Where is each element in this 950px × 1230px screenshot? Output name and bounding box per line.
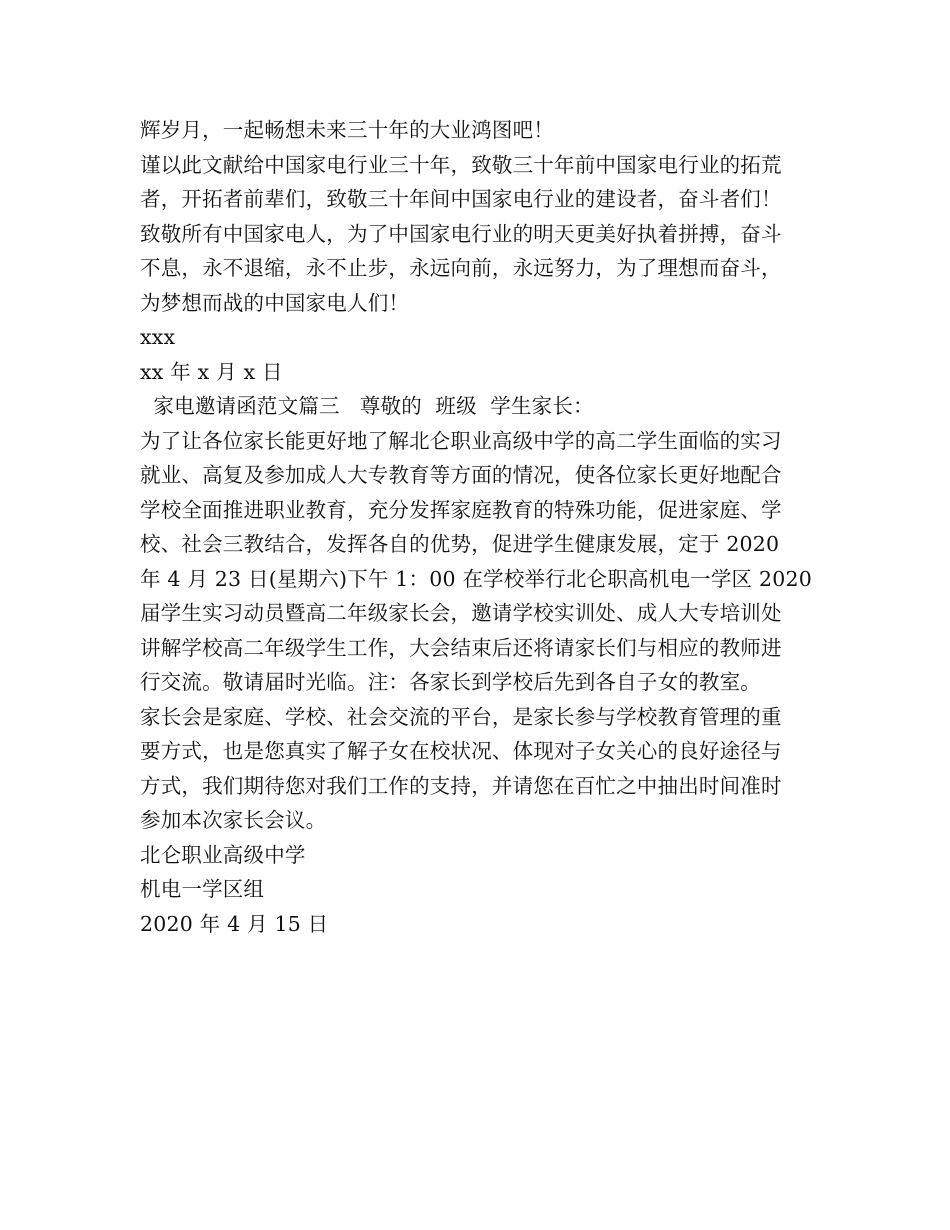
- text-line: 就业、高复及参加成人大专教育等方面的情况，使各位家长更好地配合: [140, 463, 782, 487]
- text-line: 行交流。敬请届时光临。注：各家长到学校后先到各自子女的教室。: [140, 670, 761, 694]
- section-heading: 家电邀请函范文篇三 尊敬的 班级 学生家长：: [140, 394, 594, 418]
- document-body: [140, 113, 812, 941]
- text-line: 要方式，也是您真实了解子女在校状况、体现对子女关心的良好途径与: [140, 739, 782, 763]
- author-line: xxx: [140, 325, 176, 349]
- text-line: 者，开拓者前辈们，致敬三十年间中国家电行业的建设者，奋斗者们！: [140, 187, 782, 211]
- text-line: 谨以此文献给中国家电行业三十年，致敬三十年前中国家电行业的拓荒: [140, 152, 782, 177]
- text-line: 方式，我们期待您对我们工作的支持，并请您在百忙之中抽出时间准时: [140, 773, 782, 798]
- signature-department: 机电一学区组: [140, 877, 265, 901]
- text-line: 家长会是家庭、学校、社会交流的平台，是家长参与学校教育管理的重: [140, 704, 782, 729]
- text-line: 参加本次家长会议。: [140, 808, 327, 832]
- signature-date: 2020 年 4 月 15 日: [140, 911, 329, 936]
- text-line: 年 4 月 23 日(星期六)下午 1：00 在学校举行北仑职高机电一学区 2020: [140, 566, 812, 591]
- text-line: 讲解学校高二年级学生工作，大会结束后还将请家长们与相应的教师进: [140, 635, 782, 660]
- text-line: 学校全面推进职业教育，充分发挥家庭教育的特殊功能，促进家庭、学: [140, 497, 782, 522]
- text-line: 辉岁月，一起畅想未来三十年的大业鸿图吧！: [140, 118, 554, 142]
- text-line: 为了让各位家长能更好地了解北仑职业高级中学的高二学生面临的实习: [140, 428, 782, 453]
- date-line: xx 年 x 月 x 日: [140, 359, 283, 384]
- text-line: 致敬所有中国家电人，为了中国家电行业的明天更美好执着拼搏，奋斗: [140, 221, 782, 246]
- text-line: 校、社会三教结合，发挥各自的优势，促进学生健康发展，定于 2020: [140, 532, 780, 556]
- text-line: 为梦想而战的中国家电人们！: [140, 290, 410, 315]
- text-line: 届学生实习动员暨高二年级家长会，邀请学校实训处、成人大专培训处: [140, 601, 782, 625]
- signature-school: 北仑职业高级中学: [140, 842, 306, 867]
- text-line: 不息，永不退缩，永不止步，永远向前，永远努力，为了理想而奋斗，: [140, 256, 782, 280]
